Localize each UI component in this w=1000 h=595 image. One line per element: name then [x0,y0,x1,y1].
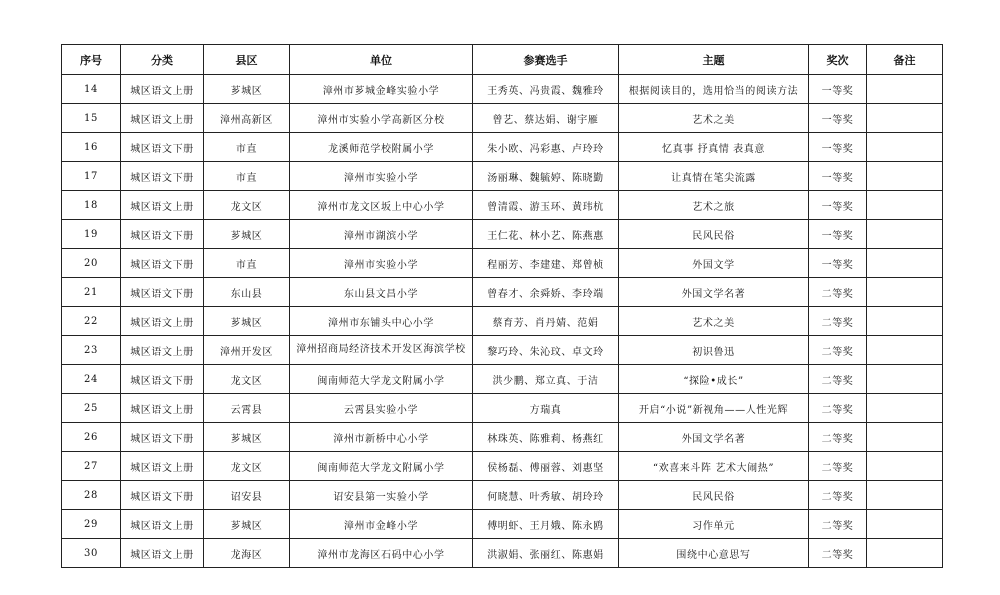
cell-award: 一等奖 [809,104,867,133]
cell-remarks [867,394,943,423]
table-row [62,191,943,220]
cell-index: 28 [62,481,121,510]
header-award: 奖次 [809,45,867,75]
cell-award: 二等奖 [809,365,867,394]
cell-remarks [867,162,943,191]
header-row [62,45,943,75]
header-category: 分类 [121,45,204,75]
cell-award: 二等奖 [809,336,867,365]
cell-unit: 漳州市东铺头中心小学 [290,307,473,336]
cell-category: 城区语文上册 [121,539,204,568]
cell-index: 18 [62,191,121,220]
cell-index: 24 [62,365,121,394]
cell-participants: 林珠英、陈雅莉、杨燕红 [473,423,619,452]
cell-theme: 开启“小说”新视角——人性光辉 [619,394,809,423]
header-district: 县区 [204,45,290,75]
table-row [62,220,943,249]
cell-participants: 何晓慧、叶秀敏、胡玲玲 [473,481,619,510]
cell-theme: 初识鲁迅 [619,336,809,365]
cell-index: 23 [62,336,121,365]
cell-category: 城区语文下册 [121,220,204,249]
cell-award: 一等奖 [809,220,867,249]
cell-theme: 围绕中心意思写 [619,539,809,568]
cell-unit: 闽南师范大学龙文附属小学 [290,365,473,394]
cell-remarks [867,249,943,278]
cell-remarks [867,75,943,104]
cell-award: 一等奖 [809,162,867,191]
cell-remarks [867,539,943,568]
cell-participants: 王秀英、冯贵霞、魏雅玲 [473,75,619,104]
cell-category: 城区语文上册 [121,104,204,133]
cell-unit: 东山县文昌小学 [290,278,473,307]
cell-category: 城区语文下册 [121,249,204,278]
table-row [62,162,943,191]
cell-unit: 漳州市湖滨小学 [290,220,473,249]
cell-theme: 艺术之美 [619,104,809,133]
cell-index: 14 [62,75,121,104]
header-participants: 参赛选手 [473,45,619,75]
cell-remarks [867,481,943,510]
cell-index: 26 [62,423,121,452]
cell-participants: 侯杨磊、傅丽蓉、刘惠坚 [473,452,619,481]
cell-unit: 漳州市芗城金峰实验小学 [290,75,473,104]
cell-remarks [867,336,943,365]
cell-award: 一等奖 [809,133,867,162]
header-theme: 主题 [619,45,809,75]
cell-award: 二等奖 [809,394,867,423]
cell-category: 城区语文上册 [121,191,204,220]
cell-award: 二等奖 [809,423,867,452]
table-row [62,452,943,481]
cell-index: 15 [62,104,121,133]
cell-remarks [867,510,943,539]
cell-index: 16 [62,133,121,162]
cell-index: 20 [62,249,121,278]
table-row [62,481,943,510]
cell-unit: 龙溪师范学校附属小学 [290,133,473,162]
cell-category: 城区语文上册 [121,75,204,104]
cell-category: 城区语文下册 [121,133,204,162]
cell-participants: 曾清霞、游玉环、黄玮杭 [473,191,619,220]
cell-index: 22 [62,307,121,336]
cell-remarks [867,423,943,452]
cell-award: 一等奖 [809,75,867,104]
header-unit: 单位 [290,45,473,75]
table-row [62,133,943,162]
cell-remarks [867,307,943,336]
table-row [62,104,943,133]
cell-theme: 习作单元 [619,510,809,539]
cell-theme: “探险•成长” [619,365,809,394]
cell-unit: 闽南师范大学龙文附属小学 [290,452,473,481]
cell-theme: 忆真事 抒真情 表真意 [619,133,809,162]
cell-theme: 外国文学名著 [619,278,809,307]
cell-district: 市直 [204,162,290,191]
table-row [62,510,943,539]
cell-category: 城区语文上册 [121,307,204,336]
cell-category: 城区语文上册 [121,510,204,539]
cell-remarks [867,220,943,249]
cell-participants: 蔡育芳、肖丹婧、范娟 [473,307,619,336]
cell-category: 城区语文下册 [121,365,204,394]
cell-remarks [867,104,943,133]
cell-participants: 王仁花、林小艺、陈燕惠 [473,220,619,249]
cell-unit: 漳州市实验小学 [290,162,473,191]
cell-participants: 洪淑娟、张丽红、陈惠娟 [473,539,619,568]
cell-theme: 艺术之旅 [619,191,809,220]
cell-theme: 民风民俗 [619,481,809,510]
cell-index: 17 [62,162,121,191]
cell-award: 二等奖 [809,510,867,539]
cell-index: 19 [62,220,121,249]
cell-district: 龙文区 [204,365,290,394]
cell-award: 二等奖 [809,539,867,568]
table-row [62,539,943,568]
cell-district: 芗城区 [204,423,290,452]
cell-category: 城区语文下册 [121,162,204,191]
cell-district: 芗城区 [204,510,290,539]
table-row [62,365,943,394]
cell-award: 二等奖 [809,481,867,510]
cell-district: 市直 [204,133,290,162]
cell-theme: 让真情在笔尖流露 [619,162,809,191]
table-row [62,394,943,423]
cell-remarks [867,278,943,307]
cell-district: 市直 [204,249,290,278]
cell-category: 城区语文下册 [121,423,204,452]
cell-remarks [867,365,943,394]
cell-participants: 曾艺、蔡达娟、谢宇雁 [473,104,619,133]
cell-district: 漳州开发区 [204,336,290,365]
cell-category: 城区语文上册 [121,336,204,365]
cell-index: 25 [62,394,121,423]
cell-district: 龙文区 [204,452,290,481]
table-row [62,75,943,104]
cell-participants: 曾春才、余舜娇、李玲端 [473,278,619,307]
table-row [62,336,943,365]
cell-district: 龙海区 [204,539,290,568]
cell-district: 东山县 [204,278,290,307]
cell-district: 云霄县 [204,394,290,423]
cell-participants: 汤丽琳、魏毓婷、陈晓勤 [473,162,619,191]
cell-participants: 洪少鹏、郑立真、于洁 [473,365,619,394]
cell-category: 城区语文上册 [121,452,204,481]
cell-unit: 漳州市新桥中心小学 [290,423,473,452]
table-row [62,278,943,307]
cell-district: 芗城区 [204,220,290,249]
cell-unit: 漳州市龙文区坂上中心小学 [290,191,473,220]
cell-theme: 外国文学 [619,249,809,278]
cell-remarks [867,133,943,162]
table-body [62,75,943,568]
cell-index: 27 [62,452,121,481]
cell-participants: 黎巧玲、朱沁玟、卓文玲 [473,336,619,365]
cell-unit: 云霄县实验小学 [290,394,473,423]
cell-category: 城区语文下册 [121,481,204,510]
cell-theme: “欢喜来斗阵 艺术大闹热” [619,452,809,481]
cell-award: 二等奖 [809,278,867,307]
cell-district: 芗城区 [204,75,290,104]
cell-award: 一等奖 [809,191,867,220]
cell-category: 城区语文上册 [121,394,204,423]
cell-district: 龙文区 [204,191,290,220]
cell-unit: 漳州市实验小学 [290,249,473,278]
cell-district: 诏安县 [204,481,290,510]
cell-unit: 漳州市龙海区石码中心小学 [290,539,473,568]
cell-participants: 傅明虾、王月娥、陈永鸥 [473,510,619,539]
cell-unit: 漳州市实验小学高新区分校 [290,104,473,133]
table-row [62,307,943,336]
cell-index: 21 [62,278,121,307]
cell-index: 30 [62,539,121,568]
cell-award: 二等奖 [809,452,867,481]
cell-participants: 程丽芳、李建建、郑曾桢 [473,249,619,278]
cell-remarks [867,452,943,481]
table-row [62,249,943,278]
cell-participants: 方瑞真 [473,394,619,423]
award-table [61,44,943,568]
cell-award: 一等奖 [809,249,867,278]
cell-unit: 漳州市金峰小学 [290,510,473,539]
cell-district: 芗城区 [204,307,290,336]
cell-district: 漳州高新区 [204,104,290,133]
cell-remarks [867,191,943,220]
cell-category: 城区语文下册 [121,278,204,307]
cell-participants: 朱小欧、冯彩惠、卢玲玲 [473,133,619,162]
cell-theme: 外国文学名著 [619,423,809,452]
table-row [62,423,943,452]
header-remarks: 备注 [867,45,943,75]
header-index: 序号 [62,45,121,75]
cell-index: 29 [62,510,121,539]
cell-theme: 艺术之美 [619,307,809,336]
cell-unit: 诏安县第一实验小学 [290,481,473,510]
cell-theme: 根据阅读目的，选用恰当的阅读方法 [619,75,809,104]
cell-award: 二等奖 [809,307,867,336]
cell-theme: 民风民俗 [619,220,809,249]
cell-unit: 漳州招商局经济技术开发区海滨学校 [290,336,473,365]
